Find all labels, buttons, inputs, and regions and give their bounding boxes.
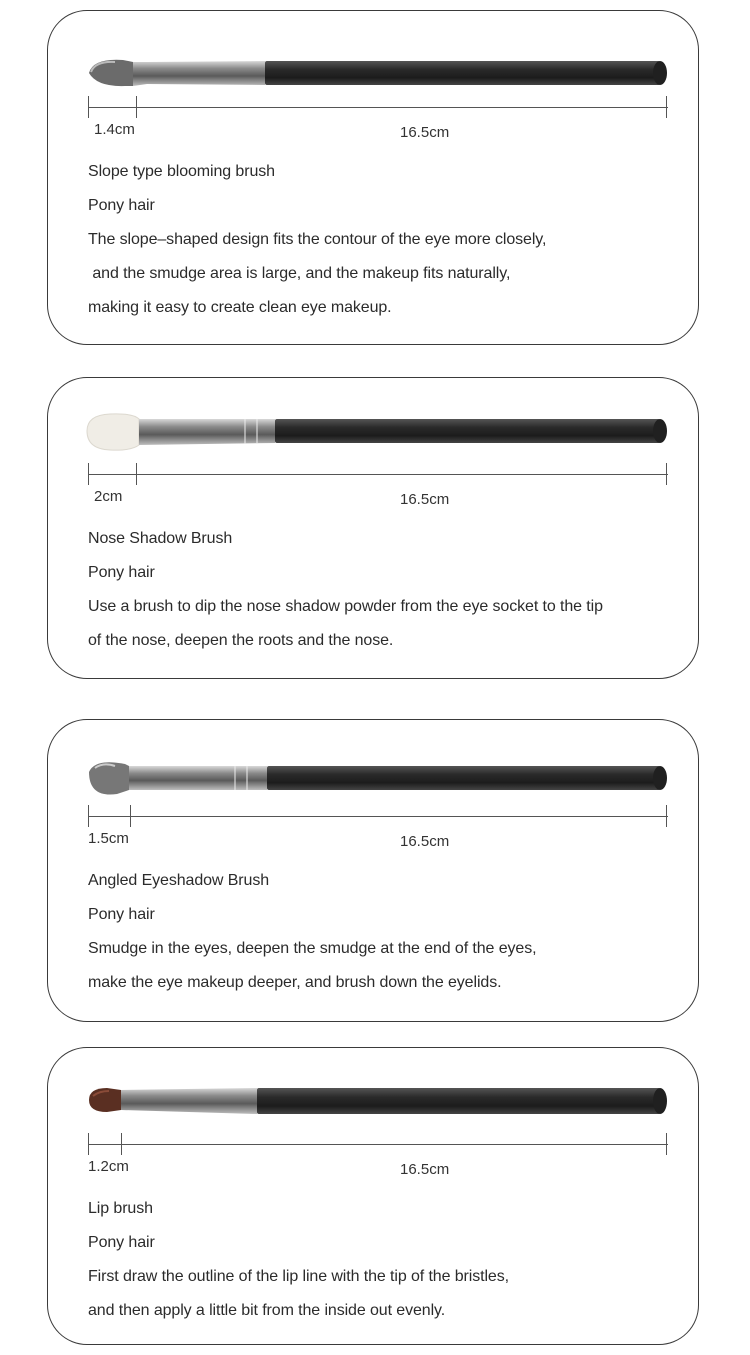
brush-name: Angled Eyeshadow Brush — [88, 872, 270, 889]
description-line: of the nose, deepen the roots and the nose. — [88, 632, 394, 649]
description-line: Use a brush to dip the nose shadow powder from the eye socket to the tip — [88, 598, 603, 615]
angled-eyeshadow-brush-image — [85, 758, 670, 802]
length-measure — [88, 96, 668, 124]
brush-name: Slope type blooming brush — [88, 163, 275, 180]
slope-brush-image — [85, 55, 670, 99]
description-line: First draw the outline of the lip line with the tip of the bristles, — [88, 1268, 509, 1285]
total-length: 16.5cm — [400, 124, 450, 141]
description-line: make the eye makeup deeper, and brush down the eyelids. — [88, 974, 502, 991]
product-card-lip-brush — [47, 1047, 699, 1345]
total-length: 16.5cm — [400, 833, 450, 850]
brush-material: Pony hair — [88, 906, 155, 923]
nose-shadow-brush-image — [85, 411, 670, 455]
brush-head-length: 2cm — [94, 488, 123, 505]
product-card-slope-brush — [47, 10, 699, 345]
brush-head-length: 1.2cm — [88, 1158, 129, 1175]
brush-head-length: 1.4cm — [94, 121, 135, 138]
description-line: and the smudge area is large, and the makeup fits naturally, — [88, 265, 511, 282]
brush-head-length: 1.5cm — [88, 830, 129, 847]
brush-name: Nose Shadow Brush — [88, 530, 233, 547]
length-measure — [88, 805, 668, 833]
description-line: The slope–shaped design fits the contour of the eye more closely, — [88, 231, 547, 248]
description-line: and then apply a little bit from the inside out evenly. — [88, 1302, 446, 1319]
product-card-angled-eyeshadow-brush — [47, 719, 699, 1022]
brush-name: Lip brush — [88, 1200, 153, 1217]
brush-material: Pony hair — [88, 1234, 155, 1251]
description-line: Smudge in the eyes, deepen the smudge at the end of the eyes, — [88, 940, 537, 957]
total-length: 16.5cm — [400, 1161, 450, 1178]
length-measure — [88, 1133, 668, 1161]
length-measure — [88, 463, 668, 491]
lip-brush-image — [85, 1082, 670, 1126]
description-line: making it easy to create clean eye makeup. — [88, 299, 392, 316]
product-card-nose-shadow-brush — [47, 377, 699, 679]
total-length: 16.5cm — [400, 491, 450, 508]
brush-material: Pony hair — [88, 197, 155, 214]
brush-material: Pony hair — [88, 564, 155, 581]
